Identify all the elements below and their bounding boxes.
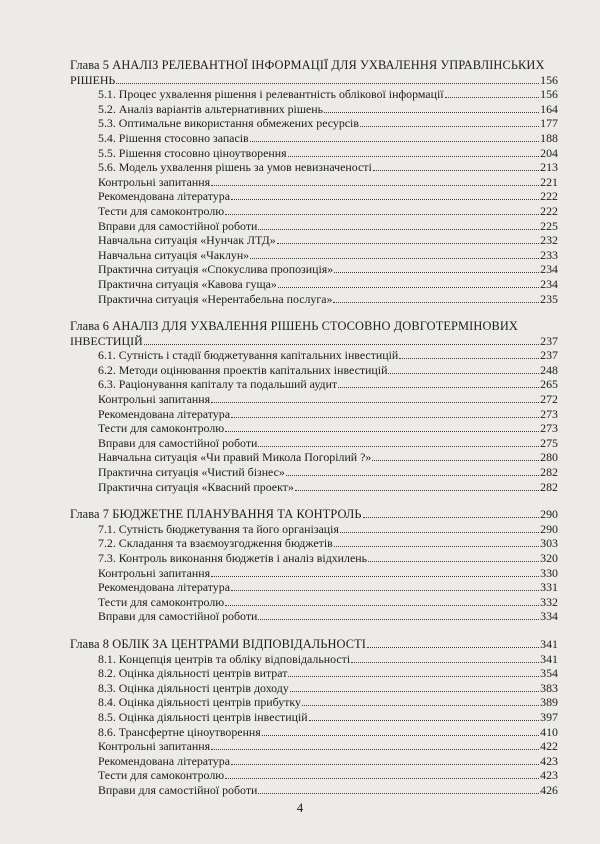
page-ref: 204 [540,145,558,160]
dot-leader [367,647,539,648]
dot-leader [211,749,539,750]
page-ref: 232 [540,233,558,248]
toc-entry [70,131,558,146]
entry-title: Рекомендована література [98,189,230,204]
page-ref: 410 [540,724,558,739]
dot-leader [399,358,539,359]
entry-title: 8.6. Трансфертне ціноутворення [98,724,261,739]
dot-leader [250,258,539,259]
dot-leader [324,112,539,113]
dot-leader [295,490,539,491]
entry-title: Практична ситуація «Нерентабельна послуга» [98,291,333,306]
dot-leader [277,243,539,244]
entry-title: Практична ситуація «Чистий бізнес» [98,465,285,480]
toc-entry [70,580,558,595]
entry-title: Вправи для самостійної роботи [98,218,258,233]
chapter-title: Глава 6 АНАЛІЗ ДЛЯ УХВАЛЕННЯ РІШЕНЬ СТОСОВНО ДОВГОТЕРМІНОВИХ [70,319,518,334]
entry-title: 6.1. Сутність і стадії бюджетування капітальних інвестицій [98,348,399,363]
entry-title: 6.3. Раціонування капіталу та подальший аудит [98,377,338,392]
page-number: 4 [296,800,304,815]
page-ref: 221 [540,174,558,189]
dot-leader [231,417,539,418]
toc-entry [70,551,558,566]
toc-entry [70,480,558,495]
page-ref: 235 [540,291,558,306]
toc-entry [70,233,558,248]
entry-list [70,87,558,306]
chapter-title-line [70,334,558,349]
entry-title: 6.2. Методи оцінювання проектів капітальних інвестицій [98,362,388,377]
entry-list [70,522,558,624]
page-ref: 334 [540,609,558,624]
entry-title: Контрольні запитання [98,174,211,189]
page-ref: 164 [540,101,558,116]
toc-entry [70,262,558,277]
entry-title: 5.1. Процес ухвалення рішення і релевантність облікової інформації [98,87,444,102]
page-ref: 423 [540,768,558,783]
dot-leader [231,590,539,591]
dot-leader [286,475,539,476]
page-ref: 234 [540,276,558,291]
page-ref: 354 [540,666,558,681]
entry-title: Тести для самоконтролю [98,203,225,218]
chapter-title: Глава 5 АНАЛІЗ РЕЛЕВАНТНОЇ ІНФОРМАЦІЇ ДЛЯ УХВАЛЕННЯ УПРАВЛІНСЬКИХ [70,58,545,72]
entry-title: Рекомендована література [98,406,230,421]
page-ref: 213 [540,160,558,175]
toc-entry [70,450,558,465]
entry-title: Навчальна ситуація «Чи правий Микола Погорілий ?» [98,450,372,465]
dot-leader [211,402,539,403]
toc-entry [70,407,558,422]
toc-entry [70,754,558,769]
entry-title: Рекомендована література [98,580,230,595]
dot-leader [368,561,539,562]
page-ref: 156 [540,72,558,87]
page-ref: 177 [540,116,558,131]
page-ref: 237 [540,348,558,363]
page-ref: 280 [540,450,558,465]
entry-title: 8.4. Оцінка діяльності центрів прибутку [98,695,301,710]
toc-entry [70,363,558,378]
entry-title: 8.3. Оцінка діяльності центрів доходу [98,680,289,695]
dot-leader [372,460,539,461]
toc-entry [70,595,558,610]
entry-title: 5.3. Оптимальне використання обмежених ресурсів [98,116,359,131]
page-ref: 290 [540,507,558,522]
entry-list [70,348,558,494]
dot-leader [334,546,539,547]
page-ref: 331 [540,580,558,595]
toc-entry [70,710,558,725]
toc-entry [70,292,558,307]
page-ref: 422 [540,739,558,754]
page-ref: 397 [540,709,558,724]
dot-leader [445,97,540,98]
toc-entry [70,421,558,436]
page-ref: 383 [540,680,558,695]
entry-title: Практична ситуація «Кавова гуща» [98,276,277,291]
dot-leader [211,576,539,577]
dot-leader [225,214,539,215]
toc-entry [70,160,558,175]
entry-title: Контрольні запитання [98,739,211,754]
page-ref: 275 [540,435,558,450]
chapter-8 [70,637,558,798]
page-ref: 248 [540,362,558,377]
toc-entry [70,725,558,740]
toc-entry [70,666,558,681]
toc-entry [70,87,558,102]
chapter-title: Глава 8 ОБЛІК ЗА ЦЕНТРАМИ ВІДПОВІДАЛЬНОСТІ [70,636,366,651]
toc-entry [70,681,558,696]
toc-entry [70,102,558,117]
dot-leader [258,446,539,447]
page-ref: 389 [540,695,558,710]
entry-title: Вправи для самостійної роботи [98,782,258,797]
toc-entry [70,348,558,363]
dot-leader [363,517,540,518]
page-ref: 330 [540,565,558,580]
entry-title: Практична ситуація «Спокуслива пропозиція» [98,262,334,277]
entry-title: Контрольні запитання [98,565,211,580]
dot-leader [388,373,539,374]
dot-leader [309,720,540,721]
dot-leader [225,431,539,432]
page-ref: 222 [540,203,558,218]
entry-title: Контрольні запитання [98,392,211,407]
dot-leader [288,156,540,157]
page-ref: 225 [540,218,558,233]
entry-title: Навчальна ситуація «Нунчак ЛТД» [98,233,276,248]
entry-title: 8.2. Оцінка діяльності центрів витрат [98,666,288,681]
page-ref: 341 [540,636,558,651]
table-of-contents [70,58,558,811]
toc-entry [70,739,558,754]
dot-leader [116,83,539,84]
entry-title: 7.1. Сутність бюджетування та його організація [98,521,339,536]
chapter-title-line [70,73,558,88]
chapter-title-cont: ІНВЕСТИЦІЙ [70,333,143,348]
dot-leader [278,287,539,288]
dot-leader [144,344,540,345]
chapter-5 [70,58,558,306]
dot-leader [258,619,539,620]
dot-leader [338,387,539,388]
chapter-7 [70,507,558,624]
entry-title: 7.2. Складання та взаємоузгодження бюджетів [98,536,333,551]
entry-title: 5.4. Рішення стосовно запасів [98,130,249,145]
page-ref: 273 [540,406,558,421]
dot-leader [231,764,539,765]
dot-leader [211,185,539,186]
toc-entry [70,536,558,551]
dot-leader [351,662,539,663]
dot-leader [340,532,539,533]
page-ref: 290 [540,521,558,536]
toc-entry [70,465,558,480]
toc-entry [70,377,558,392]
entry-title: Тести для самоконтролю [98,768,225,783]
toc-entry [70,277,558,292]
dot-leader [258,793,539,794]
toc-entry [70,146,558,161]
toc-entry [70,392,558,407]
dot-leader [373,170,539,171]
page-ref: 222 [540,189,558,204]
page-ref: 282 [540,479,558,494]
chapter-title-line [70,507,558,522]
entry-title: 5.2. Аналіз варіантів альтернативних рішень [98,101,324,116]
entry-title: 8.5. Оцінка діяльності центрів інвестицій [98,709,308,724]
page-ref: 272 [540,392,558,407]
page-ref: 282 [540,465,558,480]
page-ref: 423 [540,753,558,768]
dot-leader [360,126,539,127]
dot-leader [262,735,539,736]
entry-title: Тести для самоконтролю [98,421,225,436]
entry-title: 8.1. Концепція центрів та обліку відповідальності [98,651,351,666]
page-ref: 320 [540,551,558,565]
page-ref: 265 [540,377,558,392]
dot-leader [258,229,539,230]
entry-title: Рекомендована література [98,753,230,768]
page-ref: 156 [540,87,558,102]
chapter-title: Глава 7 БЮДЖЕТНЕ ПЛАНУВАННЯ ТА КОНТРОЛЬ [70,507,362,522]
toc-entry [70,436,558,451]
entry-title: 5.5. Рішення стосовно ціноутворення [98,145,287,160]
dot-leader [225,778,539,779]
toc-entry [70,768,558,783]
toc-entry [70,116,558,131]
chapter-6 [70,319,558,494]
page-ref: 237 [540,333,558,348]
toc-entry [70,175,558,190]
dot-leader [334,272,539,273]
toc-entry [70,248,558,263]
page-ref: 233 [540,247,558,262]
toc-entry [70,189,558,204]
page-ref: 188 [540,130,558,145]
entry-title: Вправи для самостійної роботи [98,609,258,624]
dot-leader [225,605,539,606]
toc-entry [70,652,558,667]
dot-leader [250,141,539,142]
entry-list [70,652,558,798]
page-ref: 273 [540,421,558,436]
toc-entry [70,609,558,624]
entry-title: Вправи для самостійної роботи [98,435,258,450]
toc-entry [70,204,558,219]
page-ref: 341 [540,651,558,666]
chapter-title-line [70,637,558,652]
entry-title: Практична ситуація «Квасний проект» [98,479,294,494]
page-ref: 303 [540,536,558,551]
entry-title: 5.6. Модель ухвалення рішень за умов невизначеності [98,160,372,175]
page-ref: 234 [540,262,558,277]
toc-entry [70,695,558,710]
toc-entry [70,219,558,234]
entry-title: Навчальна ситуація «Чаклун» [98,247,250,262]
dot-leader [302,705,539,706]
dot-leader [288,676,539,677]
toc-entry [70,566,558,581]
page-ref: 332 [540,594,558,609]
dot-leader [290,691,539,692]
toc-entry [70,522,558,537]
chapter-title-cont: РІШЕНЬ [70,72,116,87]
dot-leader [333,302,539,303]
entry-title: 7.3. Контроль виконання бюджетів і аналіз відхилень [98,551,368,565]
dot-leader [231,199,539,200]
toc-entry [70,783,558,798]
page-ref: 426 [540,782,558,797]
entry-title: Тести для самоконтролю [98,594,225,609]
